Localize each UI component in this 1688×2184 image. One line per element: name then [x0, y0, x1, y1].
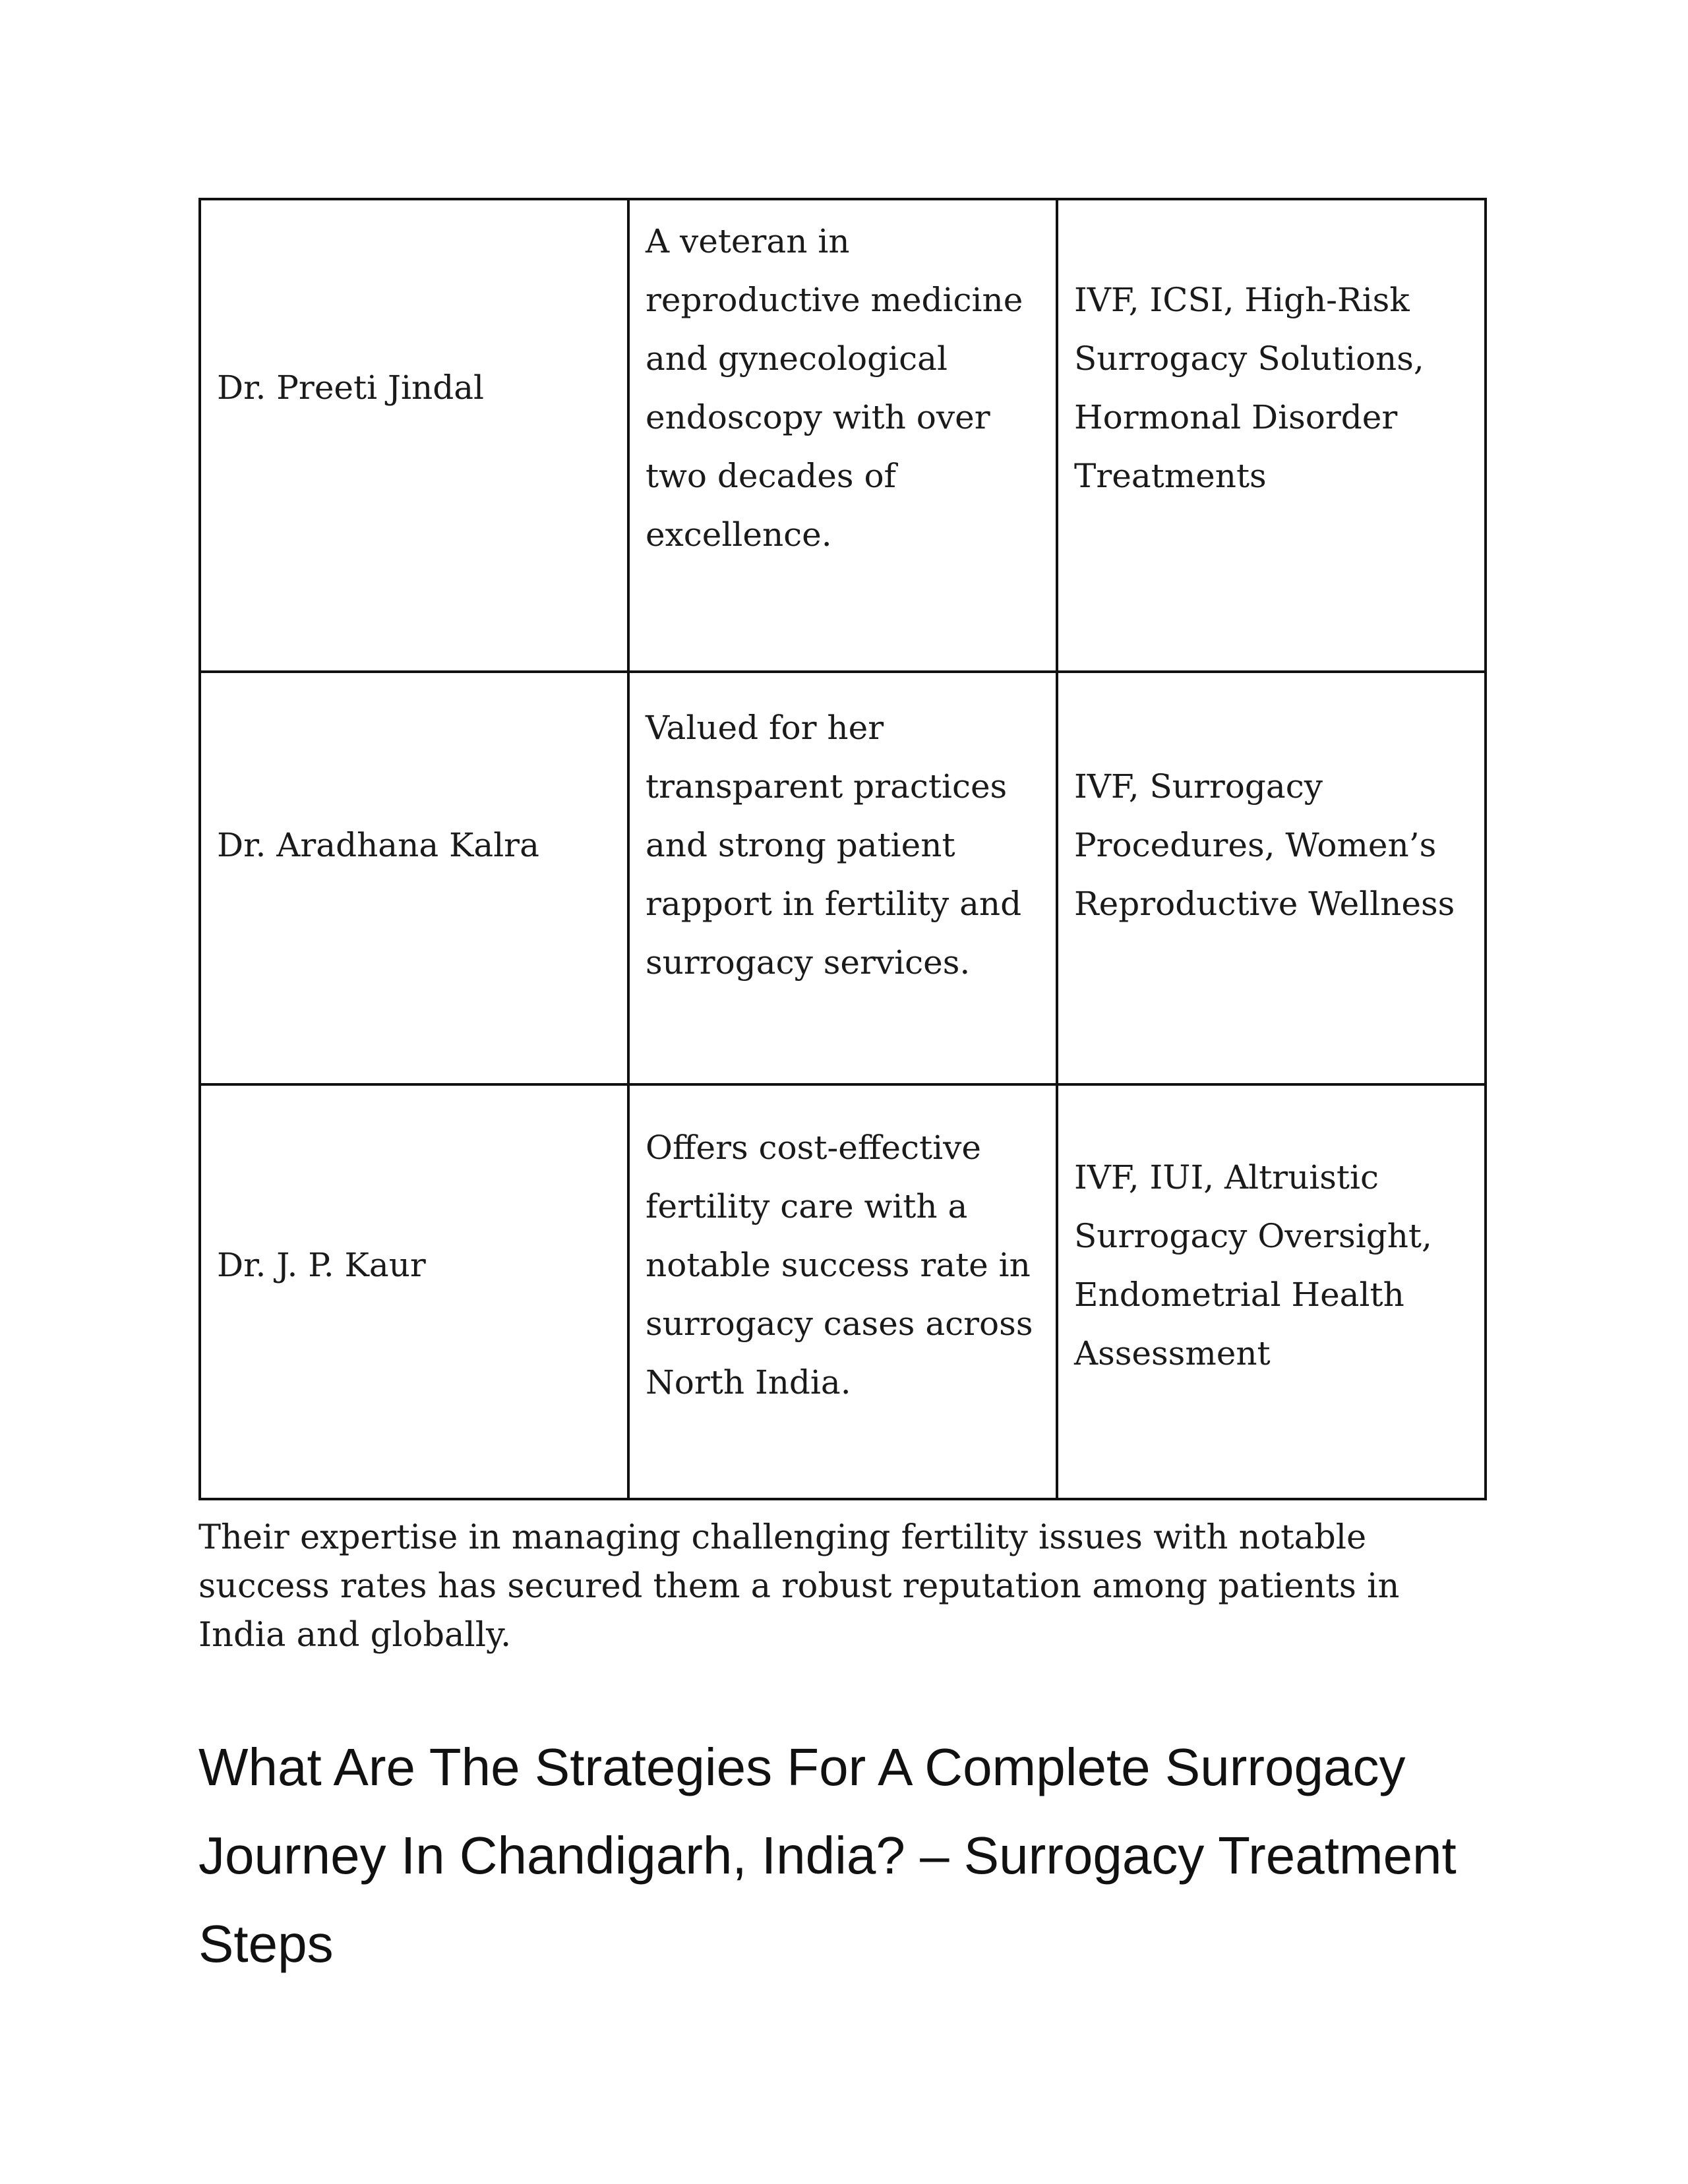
doctor-name: Dr. Aradhana Kalra [217, 825, 539, 864]
section-heading: What Are The Strategies For A Complete Surrogacy Journey In Chandigarh, India? – Surrogacy Treatment Steps [198, 1738, 1457, 1973]
doctor-specialties: IVF, ICSI, High-Risk Surrogacy Solutions, Hormonal Disorder Treatments [1074, 280, 1424, 495]
doctors-table [198, 198, 1487, 1500]
doctor-description: Valued for her transparent practices and strong patient rapport in fertility and surrogacy services. [646, 708, 1022, 982]
doctor-description: A veteran in reproductive medicine and gynecological endoscopy with over two decades of excellence. [646, 221, 1023, 554]
document-page [198, 198, 1484, 1988]
doctor-name-cell [200, 199, 628, 672]
doctor-specialties-cell [1057, 1084, 1486, 1499]
doctor-description-cell [628, 1084, 1057, 1499]
table-row [200, 1084, 1486, 1499]
doctor-description: Offers cost-effective fertility care with a notable success rate in surrogacy cases across North India. [646, 1129, 1033, 1402]
table-row [200, 672, 1486, 1084]
doctor-name-cell [200, 1084, 628, 1499]
doctor-specialties: IVF, IUI, Altruistic Surrogacy Oversight, Endometrial Health Assessment [1074, 1158, 1432, 1372]
doctor-description-cell [628, 199, 1057, 672]
doctor-description-cell [628, 672, 1057, 1084]
doctor-name-cell [200, 672, 628, 1084]
doctor-specialties-cell [1057, 199, 1486, 672]
doctor-name: Dr. Preeti Jindal [217, 369, 485, 407]
doctor-specialties-cell [1057, 672, 1486, 1084]
table-row [200, 199, 1486, 672]
body-paragraph: Their expertise in managing challenging fertility issues with notable success rates has secured them a robust reputation among patients in India and globally. [198, 1518, 1400, 1655]
doctor-specialties: IVF, Surrogacy Procedures, Women’s Reproductive Wellness [1074, 767, 1455, 923]
doctor-name: Dr. J. P. Kaur [217, 1246, 426, 1284]
